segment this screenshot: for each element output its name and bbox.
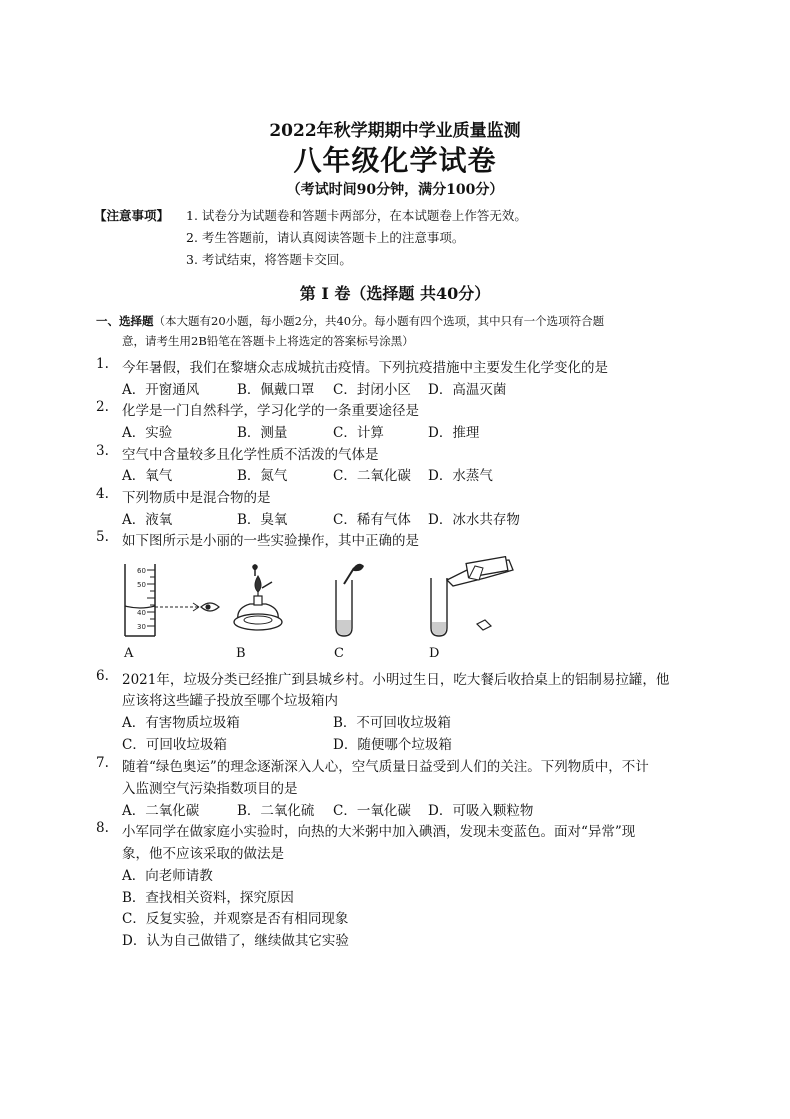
question-number: 5. <box>96 529 109 545</box>
exam-time-note: （考试时间90分钟，满分100分） <box>286 182 504 198</box>
question-stem-cont: 象，他不应该采取的做法是 <box>122 846 284 862</box>
notes-item: 2. 考生答题前，请认真阅读答题卡上的注意事项。 <box>186 230 465 245</box>
option: D．水蒸气 <box>428 468 493 484</box>
option: C．二氧化碳 <box>333 468 411 484</box>
option: A．实验 <box>122 425 173 441</box>
option: B．氮气 <box>237 468 288 484</box>
option: D．推理 <box>428 425 480 441</box>
option: C．计算 <box>333 425 384 441</box>
option: A．液氧 <box>122 512 173 528</box>
option: C．稀有气体 <box>333 512 411 528</box>
section-intro-line2: 意，请考生用2B铅笔在答题卡上将选定的答案标号涂黑） <box>122 334 414 348</box>
option: C．一氧化碳 <box>333 803 411 819</box>
option: B．臭氧 <box>237 512 288 528</box>
option: D．随便哪个垃圾箱 <box>333 737 452 753</box>
question-number: 6. <box>96 668 109 684</box>
question-number: 4. <box>96 486 109 502</box>
figure-d-pouring-reagent <box>423 556 523 641</box>
question-number: 7. <box>96 755 109 771</box>
section-intro-text: （本大题有20小题，每小题2分，共40分。每小题有四个选项，其中只有一个选项符合题 <box>153 314 605 328</box>
question-stem: 今年暑假，我们在黎塘众志成城抗击疫情。下列抗疫措施中主要发生化学变化的是 <box>122 360 608 376</box>
exam-header-line: 2022年秋学期期中学业质量监测 <box>269 121 521 141</box>
question-number: 2. <box>96 399 109 415</box>
option: A．开窗通风 <box>122 382 200 398</box>
cylinder-tick-label: 30 <box>137 623 146 631</box>
option: C．封闭小区 <box>333 382 411 398</box>
option: A．二氧化碳 <box>122 803 200 819</box>
option: C．反复实验，并观察是否有相同现象 <box>122 911 349 927</box>
question-stem: 2021年，垃圾分类已经推广到县城乡村。小明过生日，吃大餐后收拾桌上的铝制易拉罐，他 <box>122 672 670 688</box>
option: A．向老师请教 <box>122 868 213 884</box>
option: D．认为自己做错了，继续做其它实验 <box>122 933 349 949</box>
cylinder-tick-label: 40 <box>137 609 146 617</box>
question-stem-cont: 入监测空气污染指数项目的是 <box>122 781 298 797</box>
question-stem: 空气中含量较多且化学性质不活泼的气体是 <box>122 447 379 463</box>
question-stem: 小军同学在做家庭小实验时，向热的大米粥中加入碘酒，发现未变蓝色。面对“异常”现 <box>122 824 636 840</box>
notes-item: 1. 试卷分为试题卷和答题卡两部分，在本试题卷上作答无效。 <box>186 208 527 223</box>
question-stem: 随着“绿色奥运”的理念逐渐深入人心，空气质量日益受到人们的关注。下列物质中，不计 <box>122 759 649 775</box>
question-stem-cont: 应该将这些罐子投放至哪个垃圾箱内 <box>122 693 338 709</box>
option: B．佩戴口罩 <box>237 382 315 398</box>
exam-title: 八年级化学试卷 <box>293 144 497 177</box>
cylinder-tick-label: 50 <box>137 581 146 589</box>
option: A．氧气 <box>122 468 173 484</box>
cylinder-tick-label: 60 <box>137 567 146 575</box>
option: C．可回收垃圾箱 <box>122 737 227 753</box>
question-stem: 化学是一门自然科学，学习化学的一条重要途径是 <box>122 403 419 419</box>
question-stem: 下列物质中是混合物的是 <box>122 490 271 506</box>
figure-label: B <box>236 646 246 661</box>
option: B．查找相关资料，探究原因 <box>122 890 294 906</box>
notes-label: 【注意事项】 <box>94 208 170 223</box>
figure-label: D <box>429 646 440 661</box>
option: A．有害物质垃圾箱 <box>122 715 240 731</box>
figure-b-alcohol-lamp <box>228 562 288 640</box>
figure-label: C <box>334 646 344 661</box>
option: B．测量 <box>237 425 288 441</box>
option: D．可吸入颗粒物 <box>428 803 534 819</box>
option: B．不可回收垃圾箱 <box>333 715 451 731</box>
question-number: 8. <box>96 820 109 836</box>
figure-c-test-tube-dropper <box>322 560 372 640</box>
section-title: 第 I 卷（选择题 共40分） <box>299 284 491 303</box>
section-intro <box>96 313 604 329</box>
figure-a-cylinder-reading <box>115 560 225 640</box>
notes-item: 3. 考试结束，将答题卡交回。 <box>186 252 352 267</box>
figure-label: A <box>124 646 134 661</box>
question-stem: 如下图所示是小丽的一些实验操作，其中正确的是 <box>122 533 419 549</box>
option: D．冰水共存物 <box>428 512 520 528</box>
question-number: 3. <box>96 443 109 459</box>
section-intro-bold: 一、选择题 <box>96 314 154 328</box>
option: B．二氧化硫 <box>237 803 315 819</box>
option: D．高温灭菌 <box>428 382 507 398</box>
question-number: 1. <box>96 356 109 372</box>
